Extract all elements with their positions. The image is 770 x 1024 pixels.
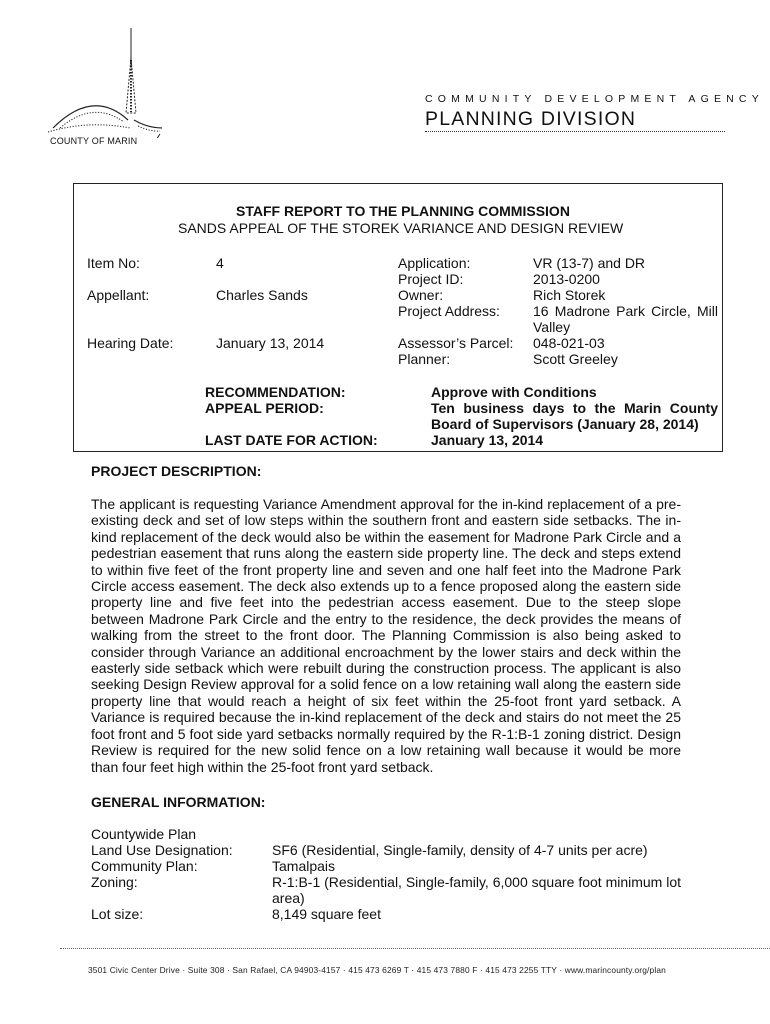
community-plan-label: Community Plan: (91, 858, 198, 874)
owner-label: Owner: (398, 287, 444, 303)
header-divider (425, 131, 725, 132)
land-use-label: Land Use Designation: (91, 842, 233, 858)
lot-size-value: 8,149 square feet (272, 906, 381, 922)
assessors-parcel-label: Assessor’s Parcel: (398, 335, 514, 351)
project-address-value-line2: Valley (533, 319, 571, 335)
last-date-value: January 13, 2014 (431, 432, 544, 448)
recommendation-value: Approve with Conditions (431, 384, 597, 400)
planner-value: Scott Greeley (533, 351, 618, 367)
appeal-period-value: Ten business days to the Marin County (431, 400, 718, 416)
project-description-body: The applicant is requesting Variance Amendment approval for the in-kind replacement of a pre-existing deck and set of low steps within the southern front and eastern side setbacks. The in-kind replacement of the deck would also be within the easement for Madrone Park Circle and a pedestrian easement that runs along the eastern side property line. The deck and steps extend to within five feet of the front property line and seven and one half feet into the Madrone Park Circle access easement. The deck also extends up to a fence proposed along the eastern side property line and five feet into the pedestrian access easement. Due to the steep slope between Madrone Park Circle and the entry to the residence, the deck provides the means of walking from the street to the front door. The Planning Commission is also being asked to consider through Variance an additional encroachment by the lower stairs and deck within the easterly side setback which were rebuilt during the construction process. The applicant is also seeking Design Review approval for a solid fence on a low retaining wall along the eastern side property line that would reach a height of six feet within the 25-foot front yard setback. A Variance is required because the in-kind replacement of the deck and stairs do not meet the 25 foot front and 5 foot side yard setbacks normally required by the R-1:B-1 zoning district. Design Review is required for the new solid fence on a low retaining wall because it would be more than four feet high within the 25-foot front yard setback. (91, 496, 681, 775)
countywide-plan-label: Countywide Plan (91, 826, 197, 842)
appeal-period-label: APPEAL PERIOD: (205, 400, 324, 416)
last-date-label: LAST DATE FOR ACTION: (205, 432, 378, 448)
owner-value: Rich Storek (533, 287, 606, 303)
hearing-date-value: January 13, 2014 (216, 335, 325, 351)
application-label: Application: (398, 255, 471, 271)
project-id-value: 2013-0200 (533, 271, 600, 287)
report-title: STAFF REPORT TO THE PLANNING COMMISSION (236, 203, 570, 219)
project-address-label: Project Address: (398, 303, 500, 319)
land-use-value: SF6 (Residential, Single-family, density of 4-7 units per acre) (272, 842, 648, 858)
zoning-label: Zoning: (91, 874, 138, 890)
project-description-heading: PROJECT DESCRIPTION: (91, 463, 262, 479)
footer-divider (60, 948, 770, 949)
appellant-value: Charles Sands (216, 287, 308, 303)
item-no-label: Item No: (87, 255, 140, 271)
zoning-value: R-1:B-1 (Residential, Single-family, 6,000 square foot minimum lot (272, 874, 682, 890)
community-plan-value: Tamalpais (272, 858, 336, 874)
planner-label: Planner: (398, 351, 451, 367)
zoning-value-line2: area) (272, 890, 305, 906)
report-subtitle: SANDS APPEAL OF THE STOREK VARIANCE AND DESIGN REVIEW (178, 220, 624, 236)
agency-name: COMMUNITY DEVELOPMENT AGENCY (425, 93, 764, 105)
county-name: COUNTY OF MARIN (50, 136, 138, 146)
lot-size-label: Lot size: (91, 906, 144, 922)
project-address-value: 16 Madrone Park Circle, Mill (533, 303, 718, 319)
project-id-label: Project ID: (398, 271, 464, 287)
item-no-value: 4 (216, 255, 224, 271)
appellant-label: Appellant: (87, 287, 150, 303)
footer-address: 3501 Civic Center Drive · Suite 308 · San Rafael, CA 94903-4157 · 415 473 6269 T · 415 473 7880 F · 415 473 2255 TTY · www.marincounty.org/plan (88, 965, 666, 975)
application-value: VR (13-7) and DR (533, 255, 646, 271)
appeal-period-value-line2: Board of Supervisors (January 28, 2014) (431, 416, 699, 432)
recommendation-label: RECOMMENDATION: (205, 384, 346, 400)
general-information-heading: GENERAL INFORMATION: (91, 794, 266, 810)
hearing-date-label: Hearing Date: (87, 335, 174, 351)
assessors-parcel-value: 048-021-03 (533, 335, 605, 351)
county-logo-icon (38, 28, 168, 138)
division-name: PLANNING DIVISION (425, 108, 637, 130)
